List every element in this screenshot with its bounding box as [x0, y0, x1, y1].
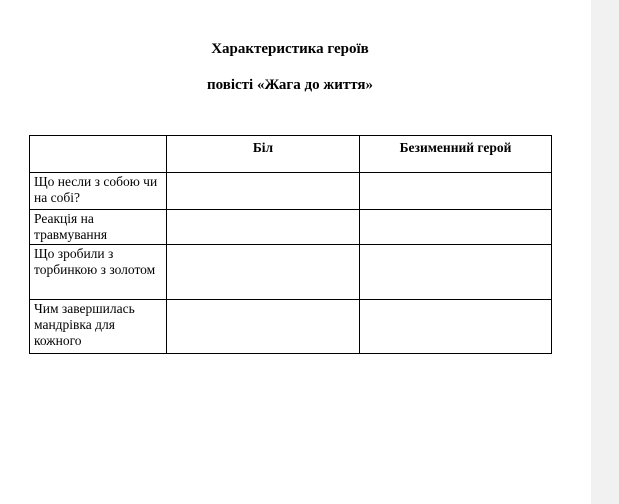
cell-bil	[167, 210, 360, 245]
table-header-nameless-hero: Безименний герой	[360, 136, 552, 173]
row-label: Що зробили з торбинкою з золотом	[30, 245, 167, 300]
cell-bil	[167, 300, 360, 354]
cell-bil	[167, 173, 360, 210]
cell-nameless	[360, 245, 552, 300]
table-header-bil: Біл	[167, 136, 360, 173]
cell-nameless	[360, 300, 552, 354]
cell-nameless	[360, 210, 552, 245]
table-row	[30, 210, 552, 245]
document-subtitle: повісті «Жага до життя»	[206, 77, 373, 93]
row-label: Чим завершилась мандрівка для кожного	[30, 300, 167, 354]
character-table	[29, 135, 552, 354]
table-header-empty	[30, 136, 167, 173]
table-row	[30, 245, 552, 300]
row-label: Реакція на травмування	[30, 210, 167, 245]
table-row	[30, 300, 552, 354]
cell-nameless	[360, 173, 552, 210]
table-row	[30, 173, 552, 210]
document-title: Характеристика героїв	[211, 41, 369, 57]
table-header-row	[30, 136, 552, 173]
cell-bil	[167, 245, 360, 300]
viewer-side-strip	[591, 0, 619, 504]
row-label: Що несли з собою чи на собі?	[30, 173, 167, 210]
